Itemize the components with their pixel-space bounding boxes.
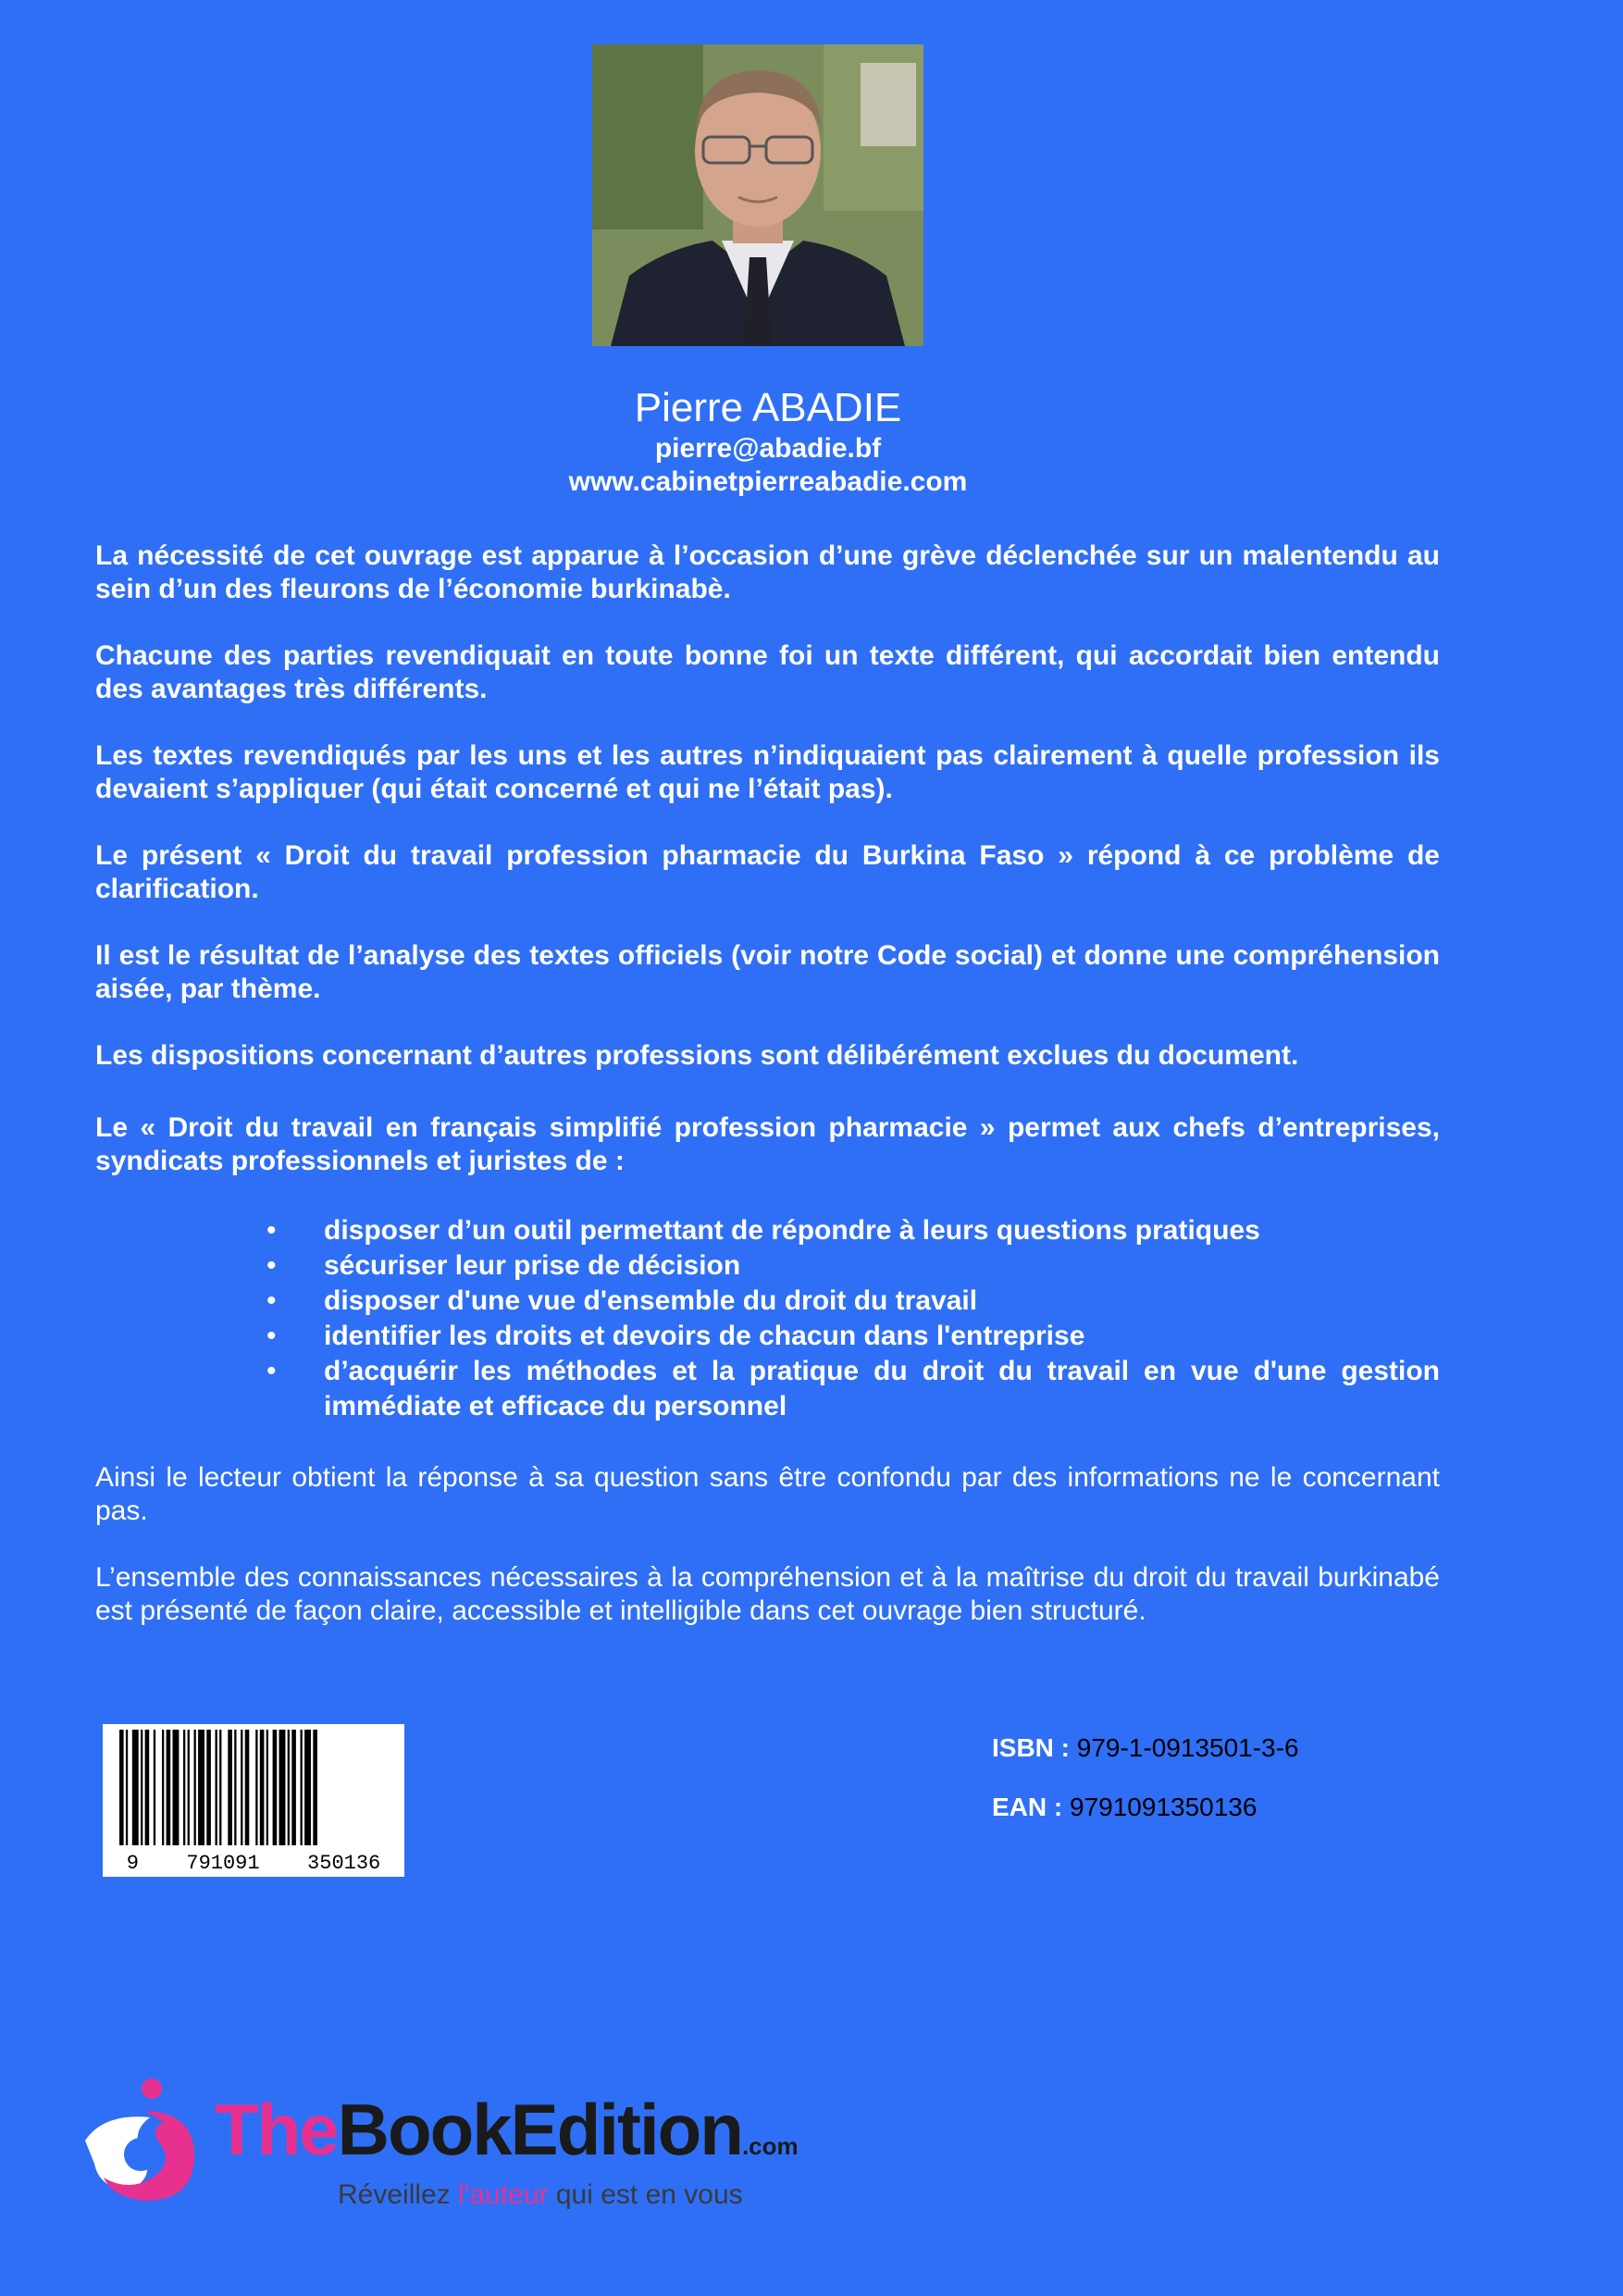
publisher-name-com: .com [741, 2132, 799, 2160]
paragraph: Les textes revendiqués par les uns et les autres n’indiquaient pas clairement à quelle profession ils devaient s’appliquer (qui était concerné et qui ne l’était pas). [95, 740, 1440, 804]
barcode-bar [194, 1730, 196, 1845]
barcode-digits [103, 1852, 404, 1875]
barcode-bar [162, 1730, 164, 1845]
closing-paragraph: Ainsi le lecteur obtient la réponse à sa question sans être confondu par des informations ne le concernant pas. [95, 1462, 1440, 1526]
ean-value: 9791091350136 [1070, 1793, 1258, 1821]
author-name: Pierre ABADIE [634, 385, 902, 430]
publisher-name-the: The [215, 2089, 338, 2170]
barcode-bar [132, 1730, 139, 1845]
paragraph: Chacune des parties revendiquait en toute bonne foi un texte différent, qui accordait bien entendu des avantages très différents. [95, 640, 1440, 704]
barcode [103, 1724, 404, 1877]
barcode-bar [288, 1730, 290, 1845]
isbn-label: ISBN : [992, 1733, 1070, 1762]
barcode-bar [273, 1730, 278, 1845]
publisher-name-edition: Edition [510, 2089, 742, 2170]
barcode-bar [206, 1730, 211, 1845]
book-identifiers [992, 1732, 1299, 1851]
author-block [0, 384, 1536, 499]
list-item: • d’acquérir les méthodes et la pratique du droit du travail en vue d'une gestion immédiate et efficace du personnel [320, 1354, 1440, 1424]
back-cover-text [95, 540, 1440, 1661]
publisher-tagline [338, 2179, 743, 2211]
barcode-bar [313, 1730, 317, 1845]
barcode-bar [234, 1730, 236, 1845]
barcode-bar [145, 1730, 150, 1845]
isbn-row [992, 1732, 1299, 1764]
ean-label: EAN : [992, 1793, 1063, 1821]
paragraph: Les dispositions concernant d’autres professions sont délibérément exclues du document. [95, 1040, 1299, 1071]
paragraph: Le « Droit du travail en français simplifié profession pharmacie » permet aux chefs d’entreprises, syndicats professionnels et juristes de : [95, 1112, 1440, 1176]
barcode-bar [119, 1730, 124, 1845]
barcode-bar [279, 1730, 286, 1845]
barcode-bar [198, 1730, 204, 1845]
barcode-bar [241, 1730, 242, 1845]
barcode-bar [245, 1730, 250, 1845]
barcode-bar [301, 1730, 303, 1845]
author-portrait-image [592, 44, 923, 346]
barcode-bar [173, 1730, 180, 1845]
publisher-logo [76, 2076, 835, 2215]
barcode-bar [141, 1730, 142, 1845]
paragraph: La nécessité de cet ouvrage est apparue à l’occasion d’une grève déclenchée sur un malentendu au sein d’un des fleurons de l’économie burkinabè. [95, 540, 1440, 604]
bullet-list [95, 1213, 1440, 1424]
barcode-bar [219, 1730, 221, 1845]
paragraph: Le présent « Droit du travail profession pharmacie du Burkina Faso » répond à ce problème de clarification. [95, 840, 1440, 904]
barcode-bar [260, 1730, 265, 1845]
barcode-bar [216, 1730, 217, 1845]
barcode-bar [154, 1730, 155, 1845]
closing-paragraph: L’ensemble des connaissances nécessaires à la compréhension et à la maîtrise du droit du travail burkinabé est présenté de façon claire, accessible et intelligible dans cet ouvrage bien structuré. [95, 1562, 1440, 1626]
barcode-digit-group: 9 [126, 1852, 139, 1875]
tagline-end: qui est en vous [548, 2179, 743, 2210]
publisher-name [215, 2089, 799, 2183]
publisher-logo-icon [76, 2076, 215, 2215]
list-item: • disposer d'une vue d'ensemble du droit du travail [320, 1284, 1440, 1319]
publisher-name-book: Book [337, 2089, 511, 2170]
author-website: www.cabinetpierreabadie.com [568, 466, 968, 497]
barcode-bar [266, 1730, 268, 1845]
barcode-digit-group: 791091 [186, 1852, 260, 1875]
barcode-bar [167, 1730, 171, 1845]
barcode-bar [188, 1730, 190, 1845]
barcode-bar [255, 1730, 257, 1845]
list-item: • identifier les droits et devoirs de chacun dans l'entreprise [320, 1319, 1440, 1354]
barcode-bars [103, 1724, 404, 1849]
paragraph: Il est le résultat de l’analyse des textes officiels (voir notre Code social) et donne une compréhension aisée, par thème. [95, 940, 1440, 1004]
barcode-bar [304, 1730, 311, 1845]
barcode-bar [291, 1730, 296, 1845]
barcode-digit-group: 350136 [307, 1852, 381, 1875]
author-photo [592, 44, 923, 346]
barcode-bar [183, 1730, 185, 1845]
barcode-bar [228, 1730, 232, 1845]
tagline-highlight: l'auteur [458, 2179, 549, 2210]
list-item: • disposer d’un outil permettant de répondre à leurs questions pratiques [320, 1213, 1440, 1248]
tagline-start: Réveillez [338, 2179, 459, 2210]
barcode-bar [126, 1730, 128, 1845]
isbn-value: 979-1-0913501-3-6 [1076, 1733, 1299, 1762]
list-item: • sécuriser leur prise de décision [320, 1248, 1440, 1284]
author-email: pierre@abadie.bf [654, 433, 882, 464]
ean-row [992, 1792, 1299, 1823]
